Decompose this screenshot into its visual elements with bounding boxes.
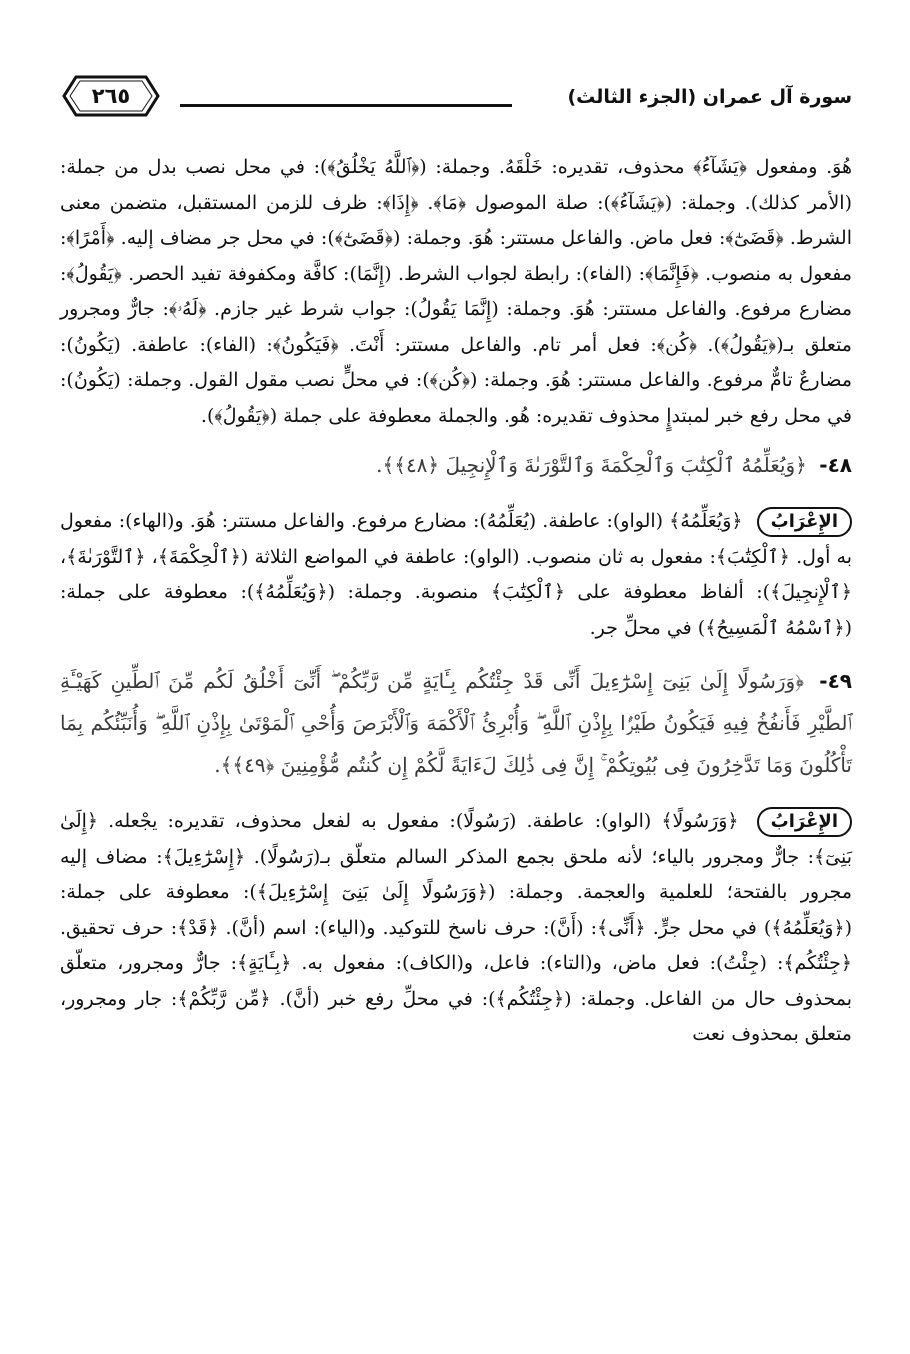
verse-text: ﴿وَرَسُولًا إِلَىٰ بَنِىٓ إِسْرَٰٓءِيلَ أَنِّى قَدْ جِئْتُكُم بِـَٔايَةٍ مِّن رَّبِّكُمْ ۖ أَنِّىٓ أَخْلُقُ لَكُم مِّنَ ٱلطِّينِ كَهَيْـَٔةِ ٱلطَّيْرِ فَأَنفُخُ فِيهِ فَيَكُونُ طَيْرًۢا بِإِذْنِ ٱللَّهِ ۖ وَأُبْرِئُ ٱلْأَكْمَهَ وَٱلْأَبْرَصَ وَأُحْىِ ٱلْمَوْتَىٰ بِإِذْنِ ٱللَّهِ ۖ وَأُنَبِّئُكُم بِمَا تَأْكُلُونَ وَمَا تَدَّخِرُونَ فِى بُيُوتِكُمْ ۚ إِنَّ فِى ذَٰلِكَ لَءَايَةً لَّكُمْ إِن كُنتُم مُّؤْمِنِينَ ﴿٤٩﴾﴾. [60,669,852,777]
irab-label: الإِعْرَابُ [757,807,852,837]
irab-text: ﴿وَيُعَلِّمُهُ﴾ (الواو): عاطفة. (يُعَلِّمُهُ): مضارع مرفوع. والفاعل مستتر: هُوَ. و(الهاء): مفعول به أول. ﴿ٱلْكِتَٰبَ﴾: مفعول به ثان منصوب. (الواو): عاطفة في المواضع الثلاثة (﴿ٱلْحِكْمَةَ﴾، ﴿ٱلتَّوْرَىٰةَ﴾، ﴿ٱلْإِنجِيلَ﴾): ألفاظ معطوفة على ﴿ٱلْكِتَٰبَ﴾ منصوبة. وجملة: (﴿وَيُعَلِّمُهُ﴾): معطوفة على جملة: (﴿ٱسْمُهُ ٱلْمَسِيحُ﴾) في محلِّ جر. [60,510,852,639]
intro-paragraph: هُوَ. ومفعول ﴿يَشَآءُ﴾ محذوف، تقديره: خَلْقَهُ. وجملة: (﴿ٱللَّهُ يَخْلُقُ﴾): في محل نصب بدل من جملة: (الأمر كذلك). وجملة: (﴿يَشَآءُ﴾): صلة الموصول ﴿مَا﴾. ﴿إِذَا﴾: ظرف للزمن المستقبل، متضمن معنى الشرط. ﴿قَضَىٰٓ﴾: فعل ماض. والفاعل مستتر: هُوَ. وجملة: (﴿قَضَىٰٓ﴾): في محل جر مضاف إليه. ﴿أَمْرًا﴾: مفعول به منصوب. ﴿فَإِنَّمَا﴾: (الفاء): رابطة لجواب الشرط. (إِنَّمَا): كافَّة ومكفوفة تفيد الحصر. ﴿يَقُولُ﴾: مضارع مرفوع. والفاعل مستتر: هُوَ. وجملة: (إِنَّمَا يَقُولُ): جواب شرط غير جازم. ﴿لَهُۥ﴾: جارٌّ ومجرور متعلق بـ(﴿يَقُولُ﴾). ﴿كُن﴾: فعل أمر تام. والفاعل مستتر: أَنْتَ. ﴿فَيَكُونُ﴾: (الفاء): عاطفة. (يَكُونُ): مضارعٌ تامٌّ مرفوع. والفاعل مستتر: هُوَ. وجملة: (﴿كُن﴾): في محلٍّ نصب مقول القول. وجملة: (يَكُونُ): في محل رفع خبر لمبتدإٍ محذوف تقديره: هُو. والجملة معطوفة على جملة (﴿يَقُولُ﴾). [60,156,852,427]
page-header [62,72,852,128]
running-title: سورة آل عمران (الجزء الثالث) [567,86,852,108]
page-content [60,150,852,1067]
verse-49 [60,660,852,786]
page-number: ٢٦٥ [91,84,131,108]
irab-48 [60,504,852,646]
irab-label: الإِعْرَابُ [757,507,852,537]
header-rule [180,104,512,107]
page-number-badge [62,75,160,117]
irab-49 [60,804,852,1053]
verse-text: ﴿وَيُعَلِّمُهُ ٱلْكِتَٰبَ وَٱلْحِكْمَةَ وَٱلتَّوْرَىٰةَ وَٱلْإِنجِيلَ ﴿٤٨﴾﴾. [376,453,807,477]
verse-48 [60,444,852,486]
irab-text: ﴿وَرَسُولًا﴾ (الواو): عاطفة. (رَسُولًا): مفعول به لفعل محذوف، تقديره: يجْعله. ﴿إِلَىٰ بَنِىٓ﴾: جارٌّ ومجرور بالياء؛ لأنه ملحق بجمع المذكر السالم متعلّق بـ(رَسُولًا). ﴿إِسْرَٰٓءِيلَ﴾: مضاف إليه مجرور بالفتحة؛ للعلمية والعجمة. وجملة: (﴿وَرَسُولًا إِلَىٰ بَنِىٓ إِسْرَٰٓءِيلَ﴾): معطوفة على جملة: (﴿وَيُعَلِّمُهُ﴾) في محل جرٍّ. ﴿أَنِّى﴾: (أَنَّ): حرف ناسخ للتوكيد. و(الياء): اسم (أنَّ). ﴿قَدْ﴾: حرف تحقيق. ﴿جِئْتُكُم﴾: (جِئْتُ): فعل ماض، و(التاء): فاعل، و(الكاف): مفعول به. ﴿بِـَٔايَةٍ﴾: جارٌّ ومجرور، متعلّق بمحذوف حال من الفاعل. وجملة: (﴿جِئْتُكُم﴾): في محلِّ رفع خبر (أنَّ). ﴿مِّن رَّبِّكُمْ﴾: جار ومجرور، متعلق بمحذوف نعت [60,810,852,1045]
verse-number: ٤٩- [819,669,852,693]
verse-number: ٤٨- [819,453,852,477]
